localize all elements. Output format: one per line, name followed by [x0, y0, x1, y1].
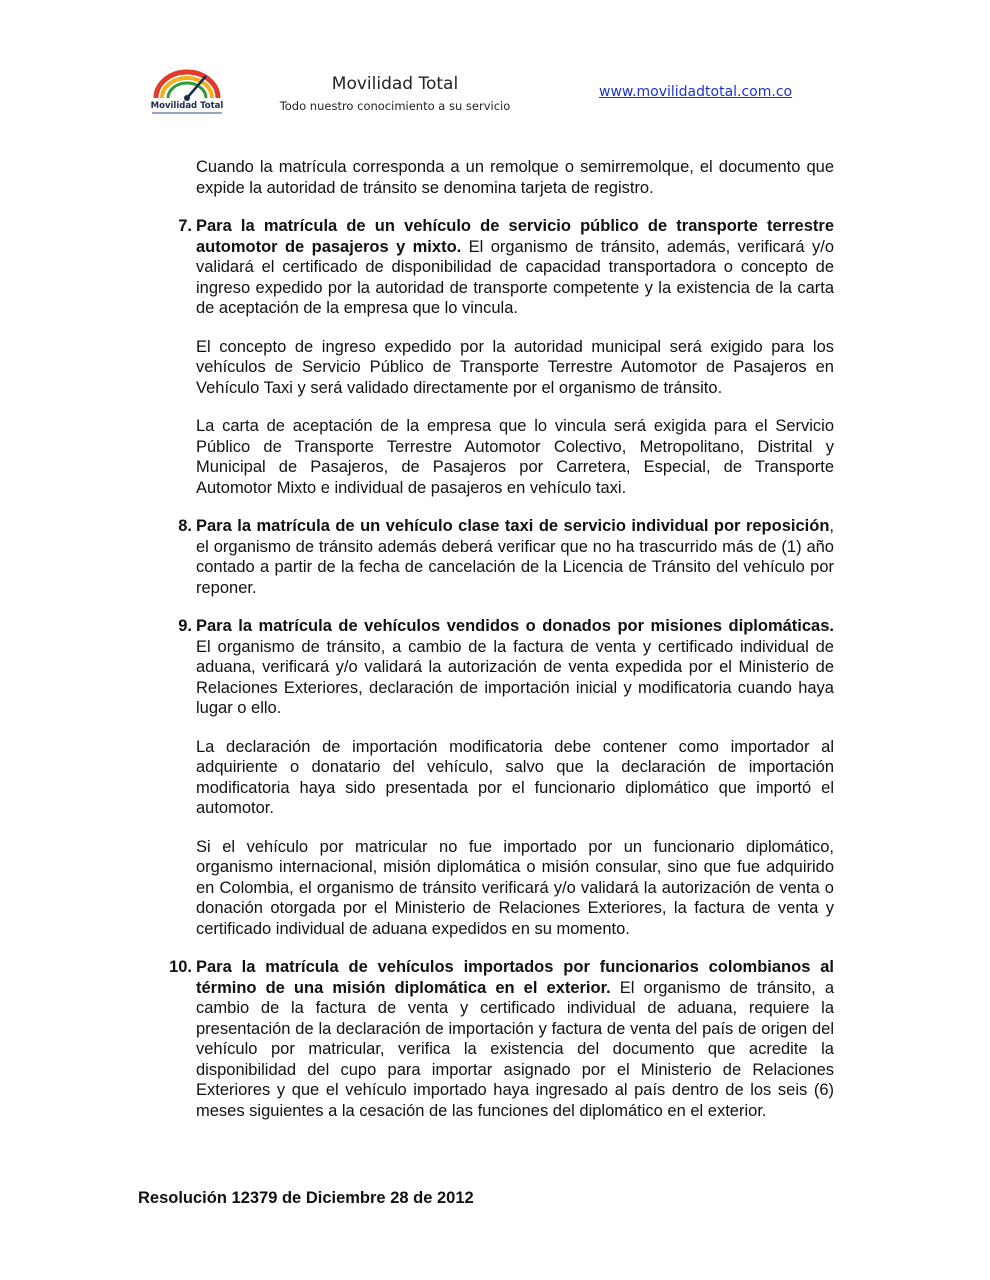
item-9-text: El organismo de tránsito, a cambio de la factura de venta y certificado individual de aduana, verificará y/o validará la autorización de venta expedida por el Ministerio de Relaciones Exteriores, declaración de importación inicial y modificatoria cuando haya lugar o ello. — [196, 637, 834, 717]
logo-arc-icon — [146, 68, 228, 102]
resolution-footer: Resolución 12379 de Diciembre 28 de 2012 — [138, 1189, 474, 1207]
list-item-9 — [178, 616, 834, 719]
page-header — [0, 0, 990, 140]
item-9-paragraph-2: La declaración de importación modificatoria debe contener como importador al adquiriente o donatario del vehículo, salvo que la declaración de importación modificatoria haya sido presentada por el funcionario diplomático que importó el automotor. — [196, 737, 834, 817]
document-body — [169, 157, 835, 1121]
intro-paragraph: Cuando la matrícula corresponda a un remolque o semirremolque, el documento que expide la autoridad de tránsito se denomina tarjeta de registro. — [196, 158, 834, 197]
item-number: 10. — [169, 958, 192, 976]
item-number: 7. — [178, 217, 192, 235]
item-8-text: , el organismo de tránsito además deberá verificar que no ha trascurrido más de (1) año contado a partir de la fecha de cancelación de la Licencia de Tránsito del vehículo por reponer. — [196, 517, 834, 597]
item-8-paragraph — [196, 516, 834, 598]
brand-title: Movilidad Total — [331, 74, 459, 94]
item-number: 9. — [178, 617, 192, 635]
list-item-10 — [169, 957, 835, 1121]
list-item-8 — [178, 516, 834, 598]
item-9-paragraph-3: Si el vehículo por matricular no fue importado por un funcionario diplomático, organismo internacional, misión diplomática o misión consular, sino que fue adquirido en Colombia, el organismo de tránsito verificará y/o validará la autorización de venta o donación otorgada por el Ministerio de Relaciones Exteriores, la factura de venta y certificado individual de aduana expedidos en su momento. — [196, 837, 834, 938]
item-7-paragraph-2: El concepto de ingreso expedido por la autoridad municipal será exigido para los vehículos de Servicio Público de Transporte Terrestre Automotor de Pasajeros en Vehículo Taxi y será validado directamente por el organismo de tránsito. — [196, 337, 834, 397]
brand-block — [260, 72, 530, 116]
movilidad-total-logo — [146, 68, 228, 116]
item-10-text: El organismo de tránsito, a cambio de la factura de venta y certificado individual de aduana, requiere la presentación de la declaración de importación y factura de venta del país de origen del vehículo por matricular, verifica la existencia del documento que acredite la disponibilidad del cupo para importar asignado por el Ministerio de Relaciones Exteriores y que el vehículo importado haya ingresado al país dentro de los seis (6) meses siguientes a la cesación de las funciones del diplomático en el exterior. — [196, 978, 835, 1120]
website-link[interactable]: www.movilidadtotal.com.co — [599, 84, 793, 100]
item-10-paragraph — [196, 957, 834, 1121]
item-7-text: El organismo de tránsito, además, verificará y/o validará el certificado de disponibilidad de capacidad transportadora o concepto de ingreso expedido por la autoridad de transporte competente y la existencia de la carta de aceptación de la empresa que lo vincula. — [196, 237, 834, 317]
list-item-7 — [178, 216, 834, 319]
item-10-heading: Para la matrícula de vehículos importados por funcionarios colombianos al término de una misión diplomática en el exterior. — [196, 958, 834, 997]
item-7-heading: Para la matrícula de un vehículo de servicio público de transporte terrestre automotor de pasajeros y mixto. — [196, 217, 834, 256]
item-number: 8. — [178, 517, 192, 535]
item-9-heading: Para la matrícula de vehículos vendidos o donados por misiones diplomáticas. — [196, 617, 834, 635]
logo-text: Movilidad Total — [150, 101, 224, 111]
item-7-paragraph-3: La carta de aceptación de la empresa que lo vincula será exigida para el Servicio Público de Transporte Terrestre Automotor Colectivo, Metropolitano, Distrital y Municipal de Pasajeros, de Pasajeros por Carretera, Especial, de Transporte Automotor Mixto e individual de pasajeros en vehículo taxi. — [196, 417, 834, 497]
logo-tagline — [152, 112, 222, 114]
item-9-paragraph — [196, 616, 834, 719]
item-7-paragraph — [196, 216, 834, 319]
brand-subtitle: Todo nuestro conocimiento a su servicio — [279, 99, 511, 113]
item-8-heading: Para la matrícula de un vehículo clase taxi de servicio individual por reposición — [196, 517, 830, 535]
